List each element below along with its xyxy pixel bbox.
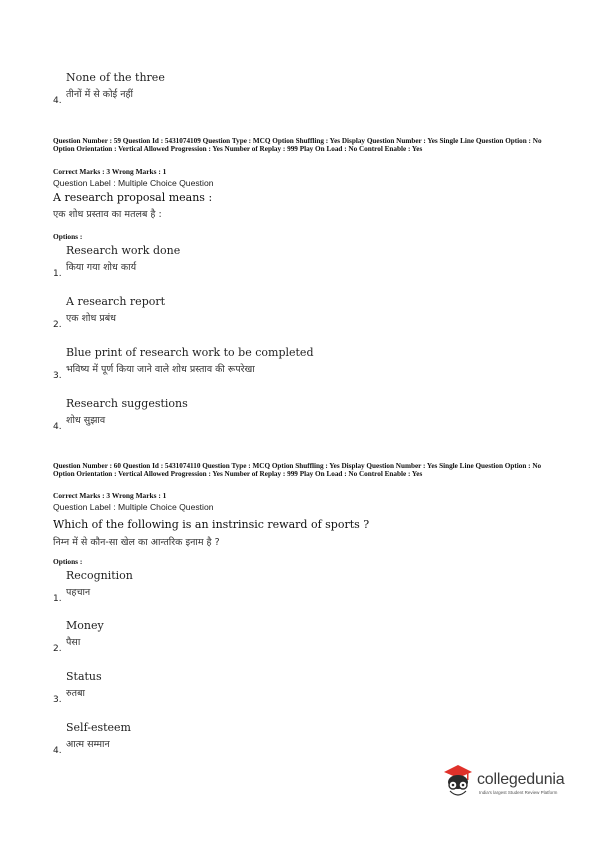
option-text-en: None of the three xyxy=(66,71,165,84)
option-text-hi: एक शोध प्रबंध xyxy=(66,313,117,324)
option-number: 2. xyxy=(53,644,62,654)
option-text-en: Research suggestions xyxy=(66,397,188,410)
question-label: Question Label : Multiple Choice Question xyxy=(53,502,214,512)
question-text-hi: निम्न में से कौन-सा खेल का आन्तरिक इनाम है ? xyxy=(53,537,220,548)
option-number: 4. xyxy=(53,746,62,756)
option-number: 3. xyxy=(53,371,62,381)
option-text-en: Research work done xyxy=(66,244,181,257)
option-text-hi: रुतबा xyxy=(66,688,85,699)
option-number: 1. xyxy=(53,269,62,279)
option-text-hi: तीनों में से कोई नहीं xyxy=(66,89,133,100)
option-text-hi: किया गया शोध कार्य xyxy=(66,262,137,273)
option-text-en: A research report xyxy=(66,295,166,308)
option-text-hi: पहचान xyxy=(66,587,91,598)
option-number: 3. xyxy=(53,695,62,705)
option-text-en: Self-esteem xyxy=(66,721,131,734)
option-text-en: Status xyxy=(66,670,102,683)
option-text-hi: भविष्य में पूर्ण किया जाने वाले शोध प्रस्ताव की रूपरेखा xyxy=(66,364,255,375)
option-text-en: Recognition xyxy=(66,569,133,582)
question-metadata: Question Number : 59 Question Id : 5431074109 Question Type : MCQ Option Shuffling : Yes Display Question Number : Yes Single Line Question Option : No Option Orientation : Vertical Allowed Progression : Yes Number of Replay : 999 Play On Load : No Control Enable : Yes xyxy=(53,137,542,154)
question-label: Question Label : Multiple Choice Question xyxy=(53,178,214,188)
collegedunia-logo xyxy=(441,763,571,803)
option-number: 4. xyxy=(53,96,62,106)
question-text-en: A research proposal means : xyxy=(53,191,213,204)
option-text-en: Blue print of research work to be completed xyxy=(66,346,314,359)
option-number: 1. xyxy=(53,594,62,604)
mascot-icon xyxy=(441,763,475,801)
logo-name: collegedunia xyxy=(477,771,565,788)
question-marks: Correct Marks : 3 Wrong Marks : 1 xyxy=(53,491,167,500)
options-heading: Options : xyxy=(53,557,83,566)
question-text-en: Which of the following is an instrinsic reward of sports ? xyxy=(53,518,370,531)
question-text-hi: एक शोध प्रस्ताव का मतलब है : xyxy=(53,209,162,220)
logo-tagline: India's largest Student Review Platform xyxy=(479,790,558,795)
question-marks: Correct Marks : 3 Wrong Marks : 1 xyxy=(53,167,167,176)
option-text-hi: शोध सुझाव xyxy=(66,415,106,426)
option-number: 4. xyxy=(53,422,62,432)
question-metadata: Question Number : 60 Question Id : 5431074110 Question Type : MCQ Option Shuffling : Yes Display Question Number : Yes Single Line Question Option : No Option Orientation : Vertical Allowed Progression : Yes Number of Replay : 999 Play On Load : No Control Enable : Yes xyxy=(53,462,542,479)
option-text-hi: आत्म सम्मान xyxy=(66,739,110,750)
option-text-en: Money xyxy=(66,619,104,632)
option-number: 2. xyxy=(53,320,62,330)
option-text-hi: पैसा xyxy=(66,637,81,648)
options-heading: Options : xyxy=(53,232,83,241)
